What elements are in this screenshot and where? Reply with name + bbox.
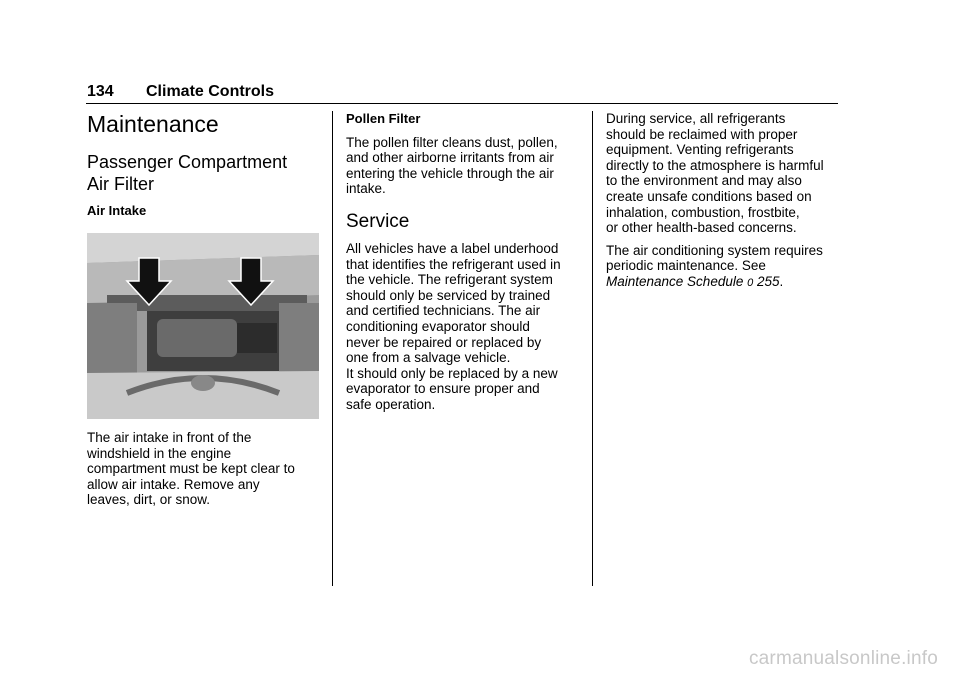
maintenance-schedule-link[interactable] (606, 274, 780, 289)
text-line: leaves, dirt, or snow. (87, 492, 211, 508)
text-line: should be reclaimed with proper (606, 126, 798, 142)
chapter-title: Climate Controls (146, 83, 275, 100)
column-3 (606, 111, 842, 292)
page-number: 134 (87, 83, 114, 100)
text-line: evaporator to ensure proper and (346, 381, 540, 397)
text-line: one from a salvage vehicle. (346, 350, 511, 366)
text-line: entering the vehicle through the air (346, 165, 554, 181)
text-line: to the environment and may also (606, 173, 802, 189)
text-line: windshield in the engine (87, 445, 232, 461)
text-line: never be repaired or replaced by (346, 334, 542, 350)
text-line: the vehicle. The refrigerant system (346, 272, 553, 288)
watermark: carmanualsonline.info (748, 648, 938, 669)
text-line: directly to the atmosphere is harmful (606, 157, 824, 173)
text-line: that identifies the refrigerant used in (346, 256, 561, 272)
text-line: and certified technicians. The air (346, 303, 541, 319)
column-1 (87, 111, 323, 219)
text-line: conditioning evaporator should (346, 318, 530, 334)
column-divider-2 (592, 111, 593, 586)
text-line: All vehicles have a label underhood (346, 240, 559, 256)
subsection-title-line2: Air Filter (87, 174, 154, 194)
text-line: allow air intake. Remove any (87, 476, 260, 492)
section-title-service: Service (346, 210, 410, 232)
xref-line (606, 274, 842, 292)
xref-text: Maintenance Schedule (606, 273, 744, 289)
xref-page: 255 (757, 273, 780, 289)
refrigerant-paragraph (606, 111, 842, 236)
text-line: During service, all refrigerants (606, 111, 786, 126)
label-air-intake: Air Intake (87, 203, 147, 218)
column-1-body (87, 430, 323, 508)
text-line: The air conditioning system requires (606, 242, 823, 258)
column-divider-1 (332, 111, 333, 586)
text-line: compartment must be kept clear to (87, 461, 295, 477)
text-line: inhalation, combustion, frostbite, (606, 204, 800, 220)
text-line: It should only be replaced by a new (346, 365, 558, 381)
text-line: safe operation. (346, 396, 436, 412)
maintenance-paragraph (606, 243, 842, 292)
pollen-paragraph (346, 135, 586, 197)
header-rule (86, 103, 838, 104)
text-line: The air intake in front of the (87, 430, 252, 445)
service-paragraph (346, 241, 586, 413)
text-line: equipment. Venting refrigerants (606, 142, 794, 158)
air-intake-photo (87, 233, 319, 419)
section-title-maintenance: Maintenance (87, 111, 219, 137)
subsection-title-line1: Passenger Compartment (87, 152, 288, 172)
text-line: periodic maintenance. See (606, 258, 766, 274)
text-line: and other airborne irritants from air (346, 150, 554, 166)
text-line: intake. (346, 181, 386, 197)
text-line: create unsafe conditions based on (606, 188, 812, 204)
text-line: should only be serviced by trained (346, 287, 551, 303)
column-2 (346, 111, 586, 413)
xref-end: . (779, 273, 784, 289)
label-pollen-filter: Pollen Filter (346, 111, 421, 126)
text-line: The pollen filter cleans dust, pollen, (346, 134, 558, 150)
xref-arrow-icon: 0 (747, 276, 754, 289)
air-intake-paragraph (87, 430, 323, 508)
text-line: or other health-based concerns. (606, 220, 797, 236)
